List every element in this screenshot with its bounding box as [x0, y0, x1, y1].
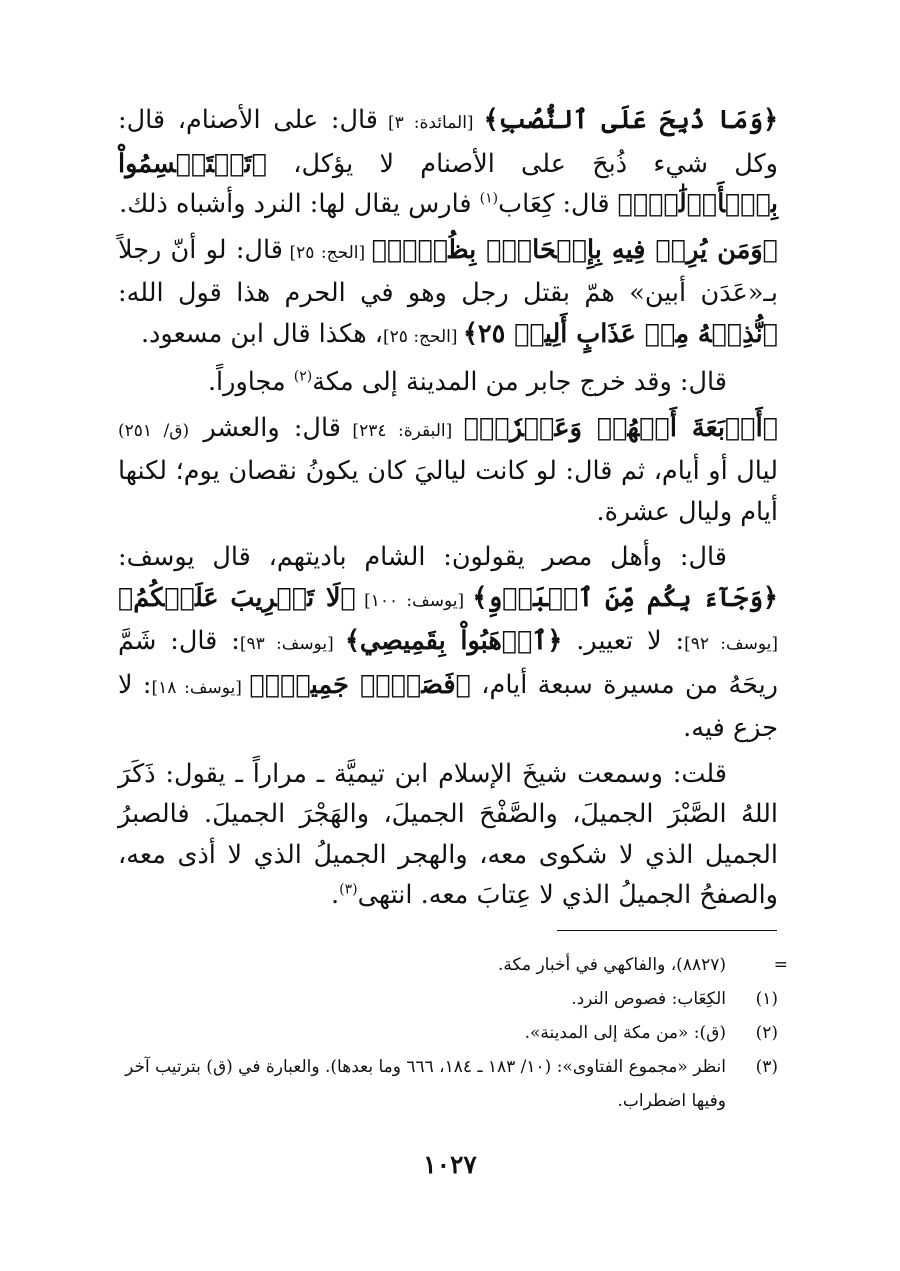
quran-verse: ﴿فَصَبۡرٞ جَمِيلٞۖ﴾ — [249, 669, 471, 700]
footnote-3 — [118, 1050, 778, 1118]
quran-verse: ﴿وَمَن يُرِدۡ فِيهِ بِإِلۡحَادِۭ بِظُلۡمٖ﴾ — [371, 234, 778, 265]
paragraph — [118, 754, 778, 916]
footnote-number: (١) — [755, 989, 778, 1009]
footnote-text: (٨٨٢٧)، والفاكهي في أخبار مكة. — [498, 955, 726, 975]
text-run: قال: على الأصنام، قال: وكل شيء ذُبحَ على الأصنام لا يؤكل، — [118, 105, 778, 179]
text-run: قال: وأهل مصر يقولون: الشام باديتهم، قال يوسف: — [118, 542, 727, 572]
text-run: ، هكذا قال ابن مسعود. — [140, 318, 384, 349]
quran-verse: ﴿تَسۡتَقۡسِمُواْ بِٱلۡأَزۡلَٰمِۚ﴾ — [118, 148, 778, 219]
verse-reference: (ق/ ٢٥١) — [118, 420, 190, 441]
text-run: : قال: شَمَّ ريحَهُ من مسيرة سبعة أيام، — [118, 626, 778, 700]
paragraph — [118, 362, 778, 403]
verse-reference: [يوسف: ١٨] — [151, 677, 250, 698]
footnote-2 — [118, 1016, 778, 1050]
footnote-marker: (٣) — [339, 881, 358, 898]
footnote-text: (ق): «من مكة إلى المدينة». — [524, 1023, 726, 1043]
text-run: مجاوراً. — [207, 367, 294, 397]
text-run: . — [331, 880, 340, 910]
text-run: ليال أو أيام، ثم قال: لو كانت لياليَ كان يكونُ نقصان يوم؛ لكنها أيام وليال عشرة. — [118, 456, 778, 527]
page-number: ١٠٢٧ — [423, 1150, 477, 1179]
quran-verse: ﴿وَجَآءَ بِكُم مِّنَ ٱلۡبَدۡوِ﴾ — [472, 582, 778, 613]
text-run: : لا تعيير. — [562, 626, 685, 656]
footnote-text: الكِعَاب: فصوص النرد. — [571, 989, 726, 1009]
footnote-continuation-mark: = — [773, 955, 788, 975]
verse-reference: [المائدة: ٣] — [377, 113, 484, 133]
text-run: قلت: وسمعت شيخَ الإسلام ابن تيميَّة ـ مراراً ـ يقول: ذَكَرَ اللهُ الصَّبْرَ الجميلَ، والصَّفْحَ الجميلَ، والهَجْرَ الجميلَ. فالصبرُ الجميل الذي لا شكوى معه، والهجر الجميلُ الذي لا أذى معه، والصفحُ الجميلُ الذي لا عِتابَ معه. انتهى — [118, 758, 778, 910]
footnote-continuation — [118, 948, 788, 982]
verse-reference: [يوسف: ٩٣] — [239, 634, 345, 654]
paragraph — [118, 230, 778, 358]
footnote-number: (٣) — [755, 1057, 778, 1077]
footnotes — [118, 948, 788, 1118]
verse-reference: [الحج: ٢٥] — [383, 326, 463, 347]
footnote-marker: (٢) — [293, 368, 313, 385]
verse-reference: [البقرة: ٢٣٤] — [340, 420, 464, 441]
verse-reference: [يوسف: ١٠٠] — [355, 590, 473, 611]
footnote-marker: (١) — [479, 190, 499, 207]
verse-reference: [يوسف: ٩٢] — [684, 634, 778, 654]
text-run: قال: والعشر — [189, 412, 341, 443]
quran-verse: ﴿نُّذِقۡهُ مِنۡ عَذَابٍ أَلِيمٖ ٢٥﴾ — [462, 318, 778, 349]
paragraph — [118, 537, 778, 749]
quran-verse: ﴿وَمَا ذُبِحَ عَلَى ٱلنُّصُبِ﴾ — [483, 105, 779, 135]
main-text — [118, 100, 778, 921]
footnote-text: انظر «مجموع الفتاوى»: (١٠/ ١٨٣ ـ ١٨٤، ٦٦٦ وما بعدها). والعبارة في (ق) بترتيب آخر وفيها اضطراب. — [125, 1057, 726, 1111]
text-run: قال: لو أنّ رجلاً بـ«عَدَن أبين» همّ بقتل رجل وهو في الحرم هذا قول الله: — [118, 234, 778, 308]
footnote-number: (٢) — [755, 1023, 778, 1043]
text-run: قال: وقد خرج جابر من المدينة إلى مكة — [312, 367, 727, 397]
verse-reference: [الحج: ٢٥] — [282, 242, 372, 263]
paragraph — [118, 408, 778, 533]
quran-verse: ﴿ٱذۡهَبُواْ بِقَمِيصِي﴾ — [344, 626, 563, 656]
text-run: قال: كِعَاب — [498, 189, 618, 219]
footnote-1 — [118, 982, 778, 1016]
quran-verse: ﴿لَا تَثۡرِيبَ عَلَيۡكُمُ﴾ — [118, 582, 356, 613]
footnote-separator — [557, 930, 777, 931]
paragraph — [118, 100, 778, 225]
quran-verse: ﴿أَرۡبَعَةَ أَشۡهُرٖ وَعَشۡرٗاۖ﴾ — [463, 412, 778, 443]
text-run: فارس يقال لها: النرد وأشباه ذلك. — [119, 189, 480, 219]
text-run: : لا جزع فيه. — [118, 669, 778, 743]
